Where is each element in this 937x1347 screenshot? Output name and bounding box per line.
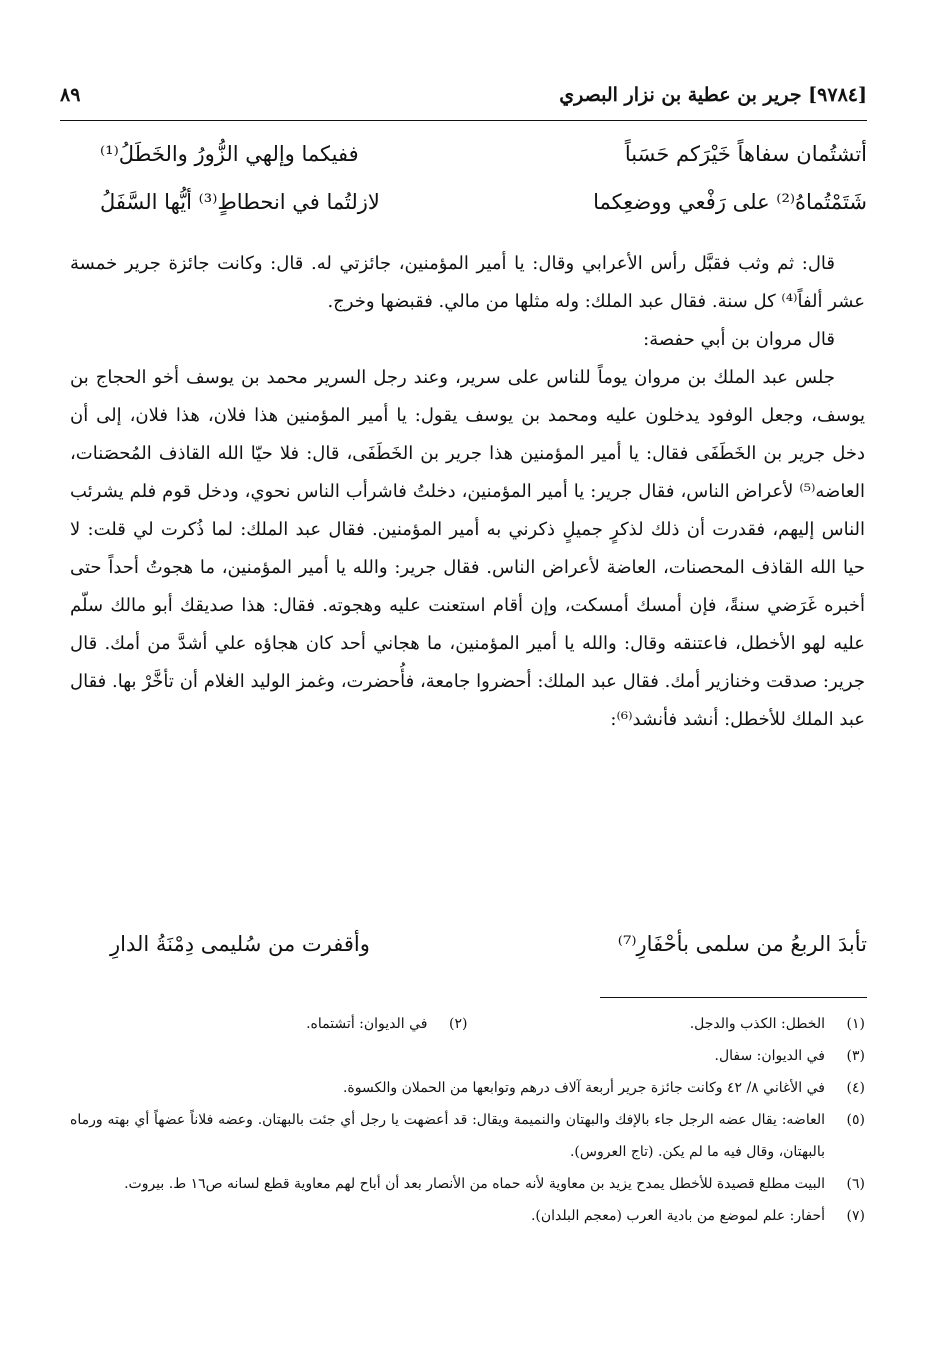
footnote-number: (٦): [846, 1176, 865, 1192]
footnote-text: الخطل: الكذب والدجل.: [689, 1016, 825, 1032]
verse-hemistich-first: تأبدَ الربعُ من سلمى بأحْفَارِ⁽⁷⁾: [617, 932, 867, 956]
footnote-text: في الديوان: أتشتماه.: [306, 1016, 428, 1032]
verse-line-2: [100, 190, 867, 230]
verse-hemistich-second: وأقفرت من سُليمى دِمْنَةُ الدارِ: [110, 932, 370, 956]
footnote-text: في الأغاني ٨/ ٤٢ وكانت جائزة جرير أربعة آلاف درهم وتوابعها من الحملان والكسوة.: [342, 1080, 825, 1096]
body-text: [70, 245, 865, 739]
paragraph: قال مروان بن أبي حفصة:: [643, 329, 835, 350]
verse-hemistich-first: شَتَمْتُماهُ⁽²⁾ على رَفْعي ووضعِكما: [593, 190, 867, 214]
footnote-row: [70, 1104, 865, 1168]
footnote-row: [70, 1200, 865, 1232]
footnote-row: [70, 1040, 865, 1072]
page-header: [60, 82, 867, 116]
verse-hemistich-second: لازلتُما في انحطاطٍ⁽³⁾ أيُّها السَّفَلُ: [100, 190, 380, 214]
footnote-number: (٧): [846, 1208, 865, 1224]
footnote-number: (٣): [846, 1048, 865, 1064]
footnote-text: البيت مطلع قصيدة للأخطل يمدح يزيد بن معاوية لأنه حماه من الأنصار بعد أن أباح لهم معاوية قطع لسانه ص١٦ ط. بيروت.: [124, 1176, 825, 1192]
footnote-row: [70, 1072, 865, 1104]
verse-hemistich-first: أتشتُمان سفاهاً خَيْرَكم حَسَباً: [624, 142, 867, 166]
footnote-text: العاضه: يقال عضه الرجل جاء بالإفك والبهتان والنميمة ويقال: قد أعضهت يا رجل أي جئت بالبهتان. وعضه فلاناً عضهاً أي بهته ورماه بالبهتان، وقال فيه ما لم يكن. (تاج العروس).: [70, 1112, 825, 1160]
footnote-number: (٥): [846, 1112, 865, 1128]
footnote-text: أحفار: علم لموضع من بادية العرب (معجم البلدان).: [530, 1208, 825, 1224]
footnote-row: [70, 1168, 865, 1200]
verse-hemistich-second: ففيكما وإلهي الزُّورُ والخَطَلُ⁽¹⁾: [100, 142, 359, 166]
footnote-number: (٢): [449, 1016, 468, 1032]
header-divider: [60, 120, 867, 121]
verse-line-3: [110, 932, 867, 972]
footnote-row: [70, 1008, 865, 1040]
footnotes: [70, 1008, 865, 1232]
running-title: [٩٧٨٤] جرير بن عطية بن نزار البصري: [559, 84, 867, 106]
paragraph: قال: ثم وثب فقبَّل رأس الأعرابي وقال: يا أمير المؤمنين، جائزتي له. قال: وكانت جائزة جرير خمسة عشر ألفاً⁽⁴⁾ كل سنة. فقال عبد الملك: وله مثلها من مالي. فقبضها وخرج.: [70, 253, 865, 312]
paragraph: جلس عبد الملك بن مروان يوماً للناس على سرير، وعند رجل السرير محمد بن يوسف أخو الحجاج بن يوسف، وجعل الوفود يدخلون عليه ومحمد بن يوسف يقول: يا أمير المؤمنين هذا فلان، هذا فلان، إلى أن دخل جرير بن الخَطَفَى فقال: يا أمير المؤمنين هذا جرير بن الخَطَفَى، قال: فلا حيّا الله القاذف المُحصَنات، العاضه⁽⁵⁾ لأعراض الناس، فقال جرير: يا أمير المؤمنين، دخلتُ فاشرأب الناس نحوي، ودخل قوم فلم يشرئب الناس إليهم، فقدرت أن ذلك لذكرٍ جميلٍ ذكرني به أمير المؤمنين. فقال عبد الملك: لما ذُكرت لي قلت: لا حيا الله القاذف المحصنات، العاضة لأعراض الناس. فقال جرير: والله يا أمير المؤمنين، ما هجوتُ أحداً حتى أخبره غَرَضي سنةً، فإن أمسك أمسكت، وإن أقام استعنت عليه وهجوته. فقال: هذا صديقك أبو مالك سلّم عليه لهو الأخطل، فاعتنقه وقال: والله يا أمير المؤمنين، ما هجاني أحد كان هجاؤه علي أشدَّ من أمك. قال جرير: صدقت وخنازير أمك. فقال عبد الملك: أحضروا جامعة، فأُحضرت، وغمز الوليد الغلام أن تأخَّرْ بها. فقال عبد الملك للأخطل: أنشد فأنشد⁽⁶⁾:: [70, 367, 865, 730]
footnote-number: (٤): [846, 1080, 865, 1096]
page-number: ٨٩: [60, 84, 81, 106]
footnote-divider: [600, 997, 867, 998]
verse-line-1: [100, 142, 867, 182]
footnote-number: (١): [846, 1016, 865, 1032]
footnote-text: في الديوان: سفال.: [714, 1048, 825, 1064]
